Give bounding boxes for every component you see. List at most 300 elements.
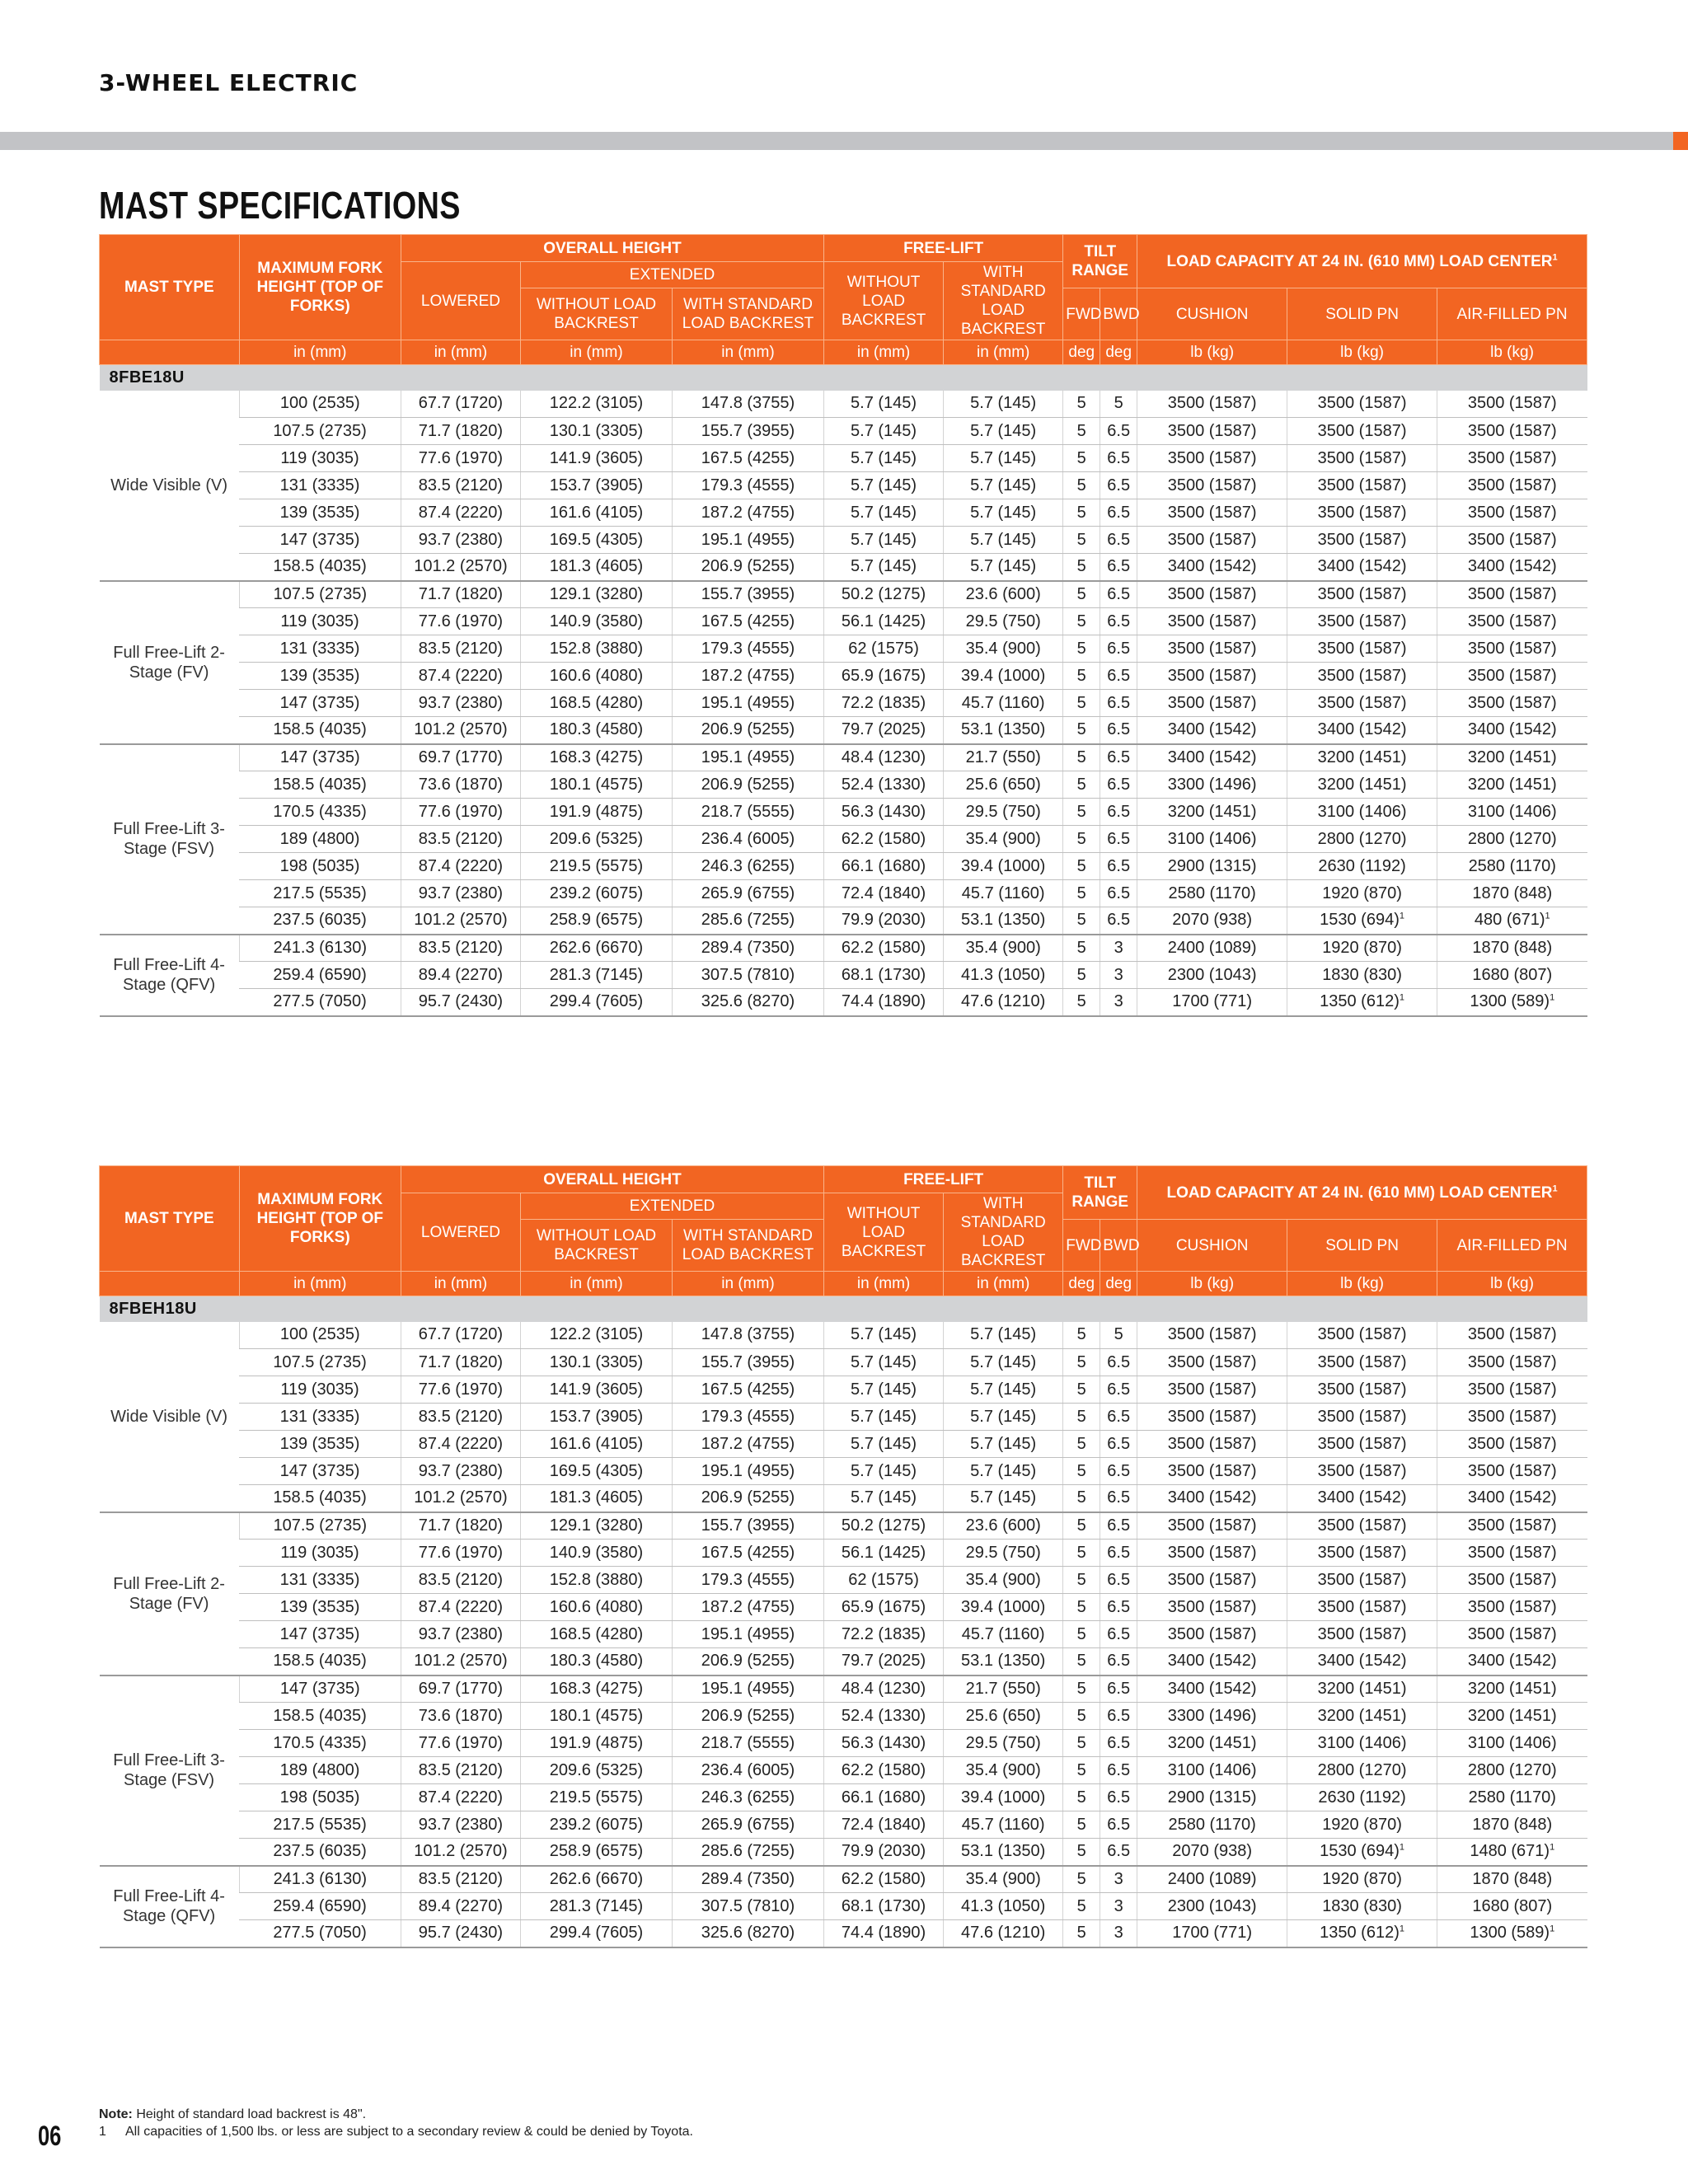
table-cell: 6.5 (1100, 771, 1137, 799)
table-cell: 5.7 (145) (944, 418, 1063, 445)
table-cell: 1870 (848) (1437, 880, 1587, 907)
table-cell: 3400 (1542) (1137, 1675, 1287, 1703)
table-cell: 3500 (1587) (1437, 690, 1587, 717)
table-cell: 147 (3735) (239, 527, 401, 554)
header-free-lift: FREE-LIFT (823, 1166, 1062, 1193)
table-cell: 87.4 (2220) (401, 499, 520, 527)
table-cell: 3400 (1542) (1287, 717, 1437, 744)
table-cell: 6.5 (1100, 1349, 1137, 1376)
mast-spec-table-8fbeh18u (99, 1165, 1587, 1948)
table-cell: 168.5 (4280) (521, 1621, 673, 1648)
mast-type-cell: Wide Visible (V) (100, 1322, 240, 1512)
header-unit: in (mm) (521, 340, 673, 365)
table-cell: 169.5 (4305) (521, 527, 673, 554)
header-unit: in (mm) (401, 340, 520, 365)
table-cell: 195.1 (4955) (672, 527, 823, 554)
table-cell: 3500 (1587) (1287, 499, 1437, 527)
table-cell: 77.6 (1970) (401, 799, 520, 826)
header-load-capacity-text: LOAD CAPACITY AT 24 IN. (610 MM) LOAD CENTER (1166, 252, 1553, 270)
header-cushion: CUSHION (1137, 288, 1287, 340)
table-cell: 265.9 (6755) (672, 880, 823, 907)
table-cell: 161.6 (4105) (521, 499, 673, 527)
table-cell: 5.7 (145) (944, 472, 1063, 499)
table-cell: 3500 (1587) (1287, 472, 1437, 499)
table-cell: 47.6 (1210) (944, 1920, 1063, 1947)
table-cell: 21.7 (550) (944, 744, 1063, 771)
table-cell: 39.4 (1000) (944, 1594, 1063, 1621)
table-cell: 3500 (1587) (1287, 663, 1437, 690)
header-units-row (100, 340, 1587, 365)
header-unit-blank (100, 1272, 240, 1296)
table-cell: 1870 (848) (1437, 935, 1587, 962)
table-cell: 3500 (1587) (1437, 608, 1587, 635)
table-cell: 5 (1063, 1703, 1100, 1730)
table-cell: 6.5 (1100, 717, 1137, 744)
footnote-1-number: 1 (99, 2125, 106, 2139)
table-cell: 5 (1063, 472, 1100, 499)
table-cell: 131 (3335) (239, 1567, 401, 1594)
table-cell: 189 (4800) (239, 826, 401, 853)
table-cell: 6.5 (1100, 581, 1137, 608)
table-cell: 3500 (1587) (1437, 581, 1587, 608)
table-row (100, 1621, 1587, 1648)
table-cell: 3400 (1542) (1437, 1648, 1587, 1675)
table-cell: 1700 (771) (1137, 1920, 1287, 1947)
footnote-ref: 1 (1550, 1924, 1555, 1934)
table-cell: 5 (1063, 1376, 1100, 1404)
table-cell: 167.5 (4255) (672, 1376, 823, 1404)
table-row (100, 1893, 1587, 1920)
table-cell: 206.9 (5255) (672, 1703, 823, 1730)
table-row (100, 1703, 1587, 1730)
table-cell: 50.2 (1275) (823, 1512, 943, 1540)
table-cell: 155.7 (3955) (672, 1512, 823, 1540)
table-cell: 6.5 (1100, 1485, 1137, 1512)
model-name: 8FBE18U (100, 365, 1587, 391)
table-cell: 67.7 (1720) (401, 1322, 520, 1349)
table-cell: 83.5 (2120) (401, 826, 520, 853)
table-cell: 5 (1063, 499, 1100, 527)
table-cell: 2580 (1170) (1437, 853, 1587, 880)
table-cell: 3500 (1587) (1437, 1349, 1587, 1376)
table-cell: 79.7 (2025) (823, 717, 943, 744)
footnote-ref: 1 (1545, 911, 1550, 921)
table-cell: 3100 (1406) (1137, 1757, 1287, 1784)
table-cell: 95.7 (2430) (401, 1920, 520, 1947)
table-cell: 6.5 (1100, 608, 1137, 635)
table-cell: 52.4 (1330) (823, 771, 943, 799)
table-row (100, 690, 1587, 717)
table-cell: 195.1 (4955) (672, 1621, 823, 1648)
mast-type-cell: Full Free-Lift 3-Stage (FSV) (100, 744, 240, 935)
header-unit: deg (1100, 340, 1137, 365)
table-cell: 236.4 (6005) (672, 1757, 823, 1784)
table-cell: 47.6 (1210) (944, 989, 1063, 1016)
header-unit: in (mm) (944, 1272, 1063, 1296)
header-mast-type: MAST TYPE (100, 235, 240, 340)
table-cell: 67.7 (1720) (401, 391, 520, 418)
table-cell: 3500 (1587) (1287, 391, 1437, 418)
table-cell: 1920 (870) (1287, 1811, 1437, 1839)
header-unit: in (mm) (521, 1272, 673, 1296)
table-cell: 160.6 (4080) (521, 1594, 673, 1621)
table-cell: 45.7 (1160) (944, 1621, 1063, 1648)
table-cell: 152.8 (3880) (521, 635, 673, 663)
table-cell: 1480 $(671)^1$ (1437, 1839, 1587, 1866)
table-cell: 147 (3735) (239, 1675, 401, 1703)
table-cell: 69.7 (1770) (401, 1675, 520, 1703)
table-cell: 35.4 (900) (944, 1866, 1063, 1893)
table-cell: 29.5 (750) (944, 799, 1063, 826)
table-cell: 5 (1063, 445, 1100, 472)
model-name: 8FBEH18U (100, 1296, 1587, 1322)
table-cell: 5.7 (145) (823, 527, 943, 554)
table-cell: 3500 (1587) (1437, 1431, 1587, 1458)
table-cell: 5 (1063, 635, 1100, 663)
table-cell: 5 (1063, 1349, 1100, 1376)
table-cell: 39.4 (1000) (944, 663, 1063, 690)
header-bwd: BWD (1100, 1220, 1137, 1272)
table-cell: 160.6 (4080) (521, 663, 673, 690)
table-cell: 65.9 (1675) (823, 663, 943, 690)
table-cell: 158.5 (4035) (239, 1703, 401, 1730)
table-cell: 3500 (1587) (1137, 445, 1287, 472)
table-cell: 3400 (1542) (1437, 554, 1587, 581)
table-cell: 83.5 (2120) (401, 635, 520, 663)
table-cell: 2630 (1192) (1287, 1784, 1437, 1811)
table-row (100, 418, 1587, 445)
table-cell: 5 (1100, 1322, 1137, 1349)
table-cell: 1920 (870) (1287, 1866, 1437, 1893)
table-cell: 2800 (1270) (1437, 1757, 1587, 1784)
table-cell: 169.5 (4305) (521, 1458, 673, 1485)
table-cell: 5.7 (145) (944, 554, 1063, 581)
table-row (100, 826, 1587, 853)
table-cell: 5.7 (145) (823, 418, 943, 445)
table-row (100, 1512, 1587, 1540)
table-cell: 3100 (1406) (1437, 1730, 1587, 1757)
table-cell: 5 (1063, 1485, 1100, 1512)
header-unit: in (mm) (239, 1272, 401, 1296)
table-cell: 66.1 (1680) (823, 1784, 943, 1811)
table-cell: 5 (1063, 1512, 1100, 1540)
table-cell: 3500 (1587) (1437, 1458, 1587, 1485)
table-cell: 206.9 (5255) (672, 554, 823, 581)
table-cell: 3300 (1496) (1137, 1703, 1287, 1730)
table-cell: 6.5 (1100, 826, 1137, 853)
table-cell: 3500 (1587) (1437, 1512, 1587, 1540)
table-cell: 5.7 (145) (944, 1404, 1063, 1431)
mast-type-cell: Full Free-Lift 4-Stage (QFV) (100, 935, 240, 1016)
header-load-capacity-footnote-ref: 1 (1552, 1183, 1558, 1194)
table-cell: 2800 (1270) (1287, 826, 1437, 853)
footnote-ref: 1 (1399, 1924, 1404, 1934)
header-fl-with-backrest: WITH STANDARD LOAD BACKREST (944, 1193, 1063, 1272)
table-cell: 141.9 (3605) (521, 1376, 673, 1404)
table-cell: 3100 (1406) (1437, 799, 1587, 826)
table-cell: 1300 $(589)^1$ (1437, 989, 1587, 1016)
table-cell: 23.6 (600) (944, 1512, 1063, 1540)
table-cell: 87.4 (2220) (401, 663, 520, 690)
table-cell: 3200 (1451) (1437, 1675, 1587, 1703)
table-cell: 246.3 (6255) (672, 1784, 823, 1811)
table-cell: 241.3 (6130) (239, 935, 401, 962)
table-cell: 325.6 (8270) (672, 1920, 823, 1947)
table-cell: 2580 (1170) (1437, 1784, 1587, 1811)
table-cell: 325.6 (8270) (672, 989, 823, 1016)
model-row (100, 365, 1587, 391)
table-cell: 2800 (1270) (1287, 1757, 1437, 1784)
table-cell: 5 (1063, 391, 1100, 418)
header-mast-type: MAST TYPE (100, 1166, 240, 1272)
table-cell: 3500 (1587) (1137, 1404, 1287, 1431)
table-cell: 52.4 (1330) (823, 1703, 943, 1730)
table-cell: 147.8 (3755) (672, 1322, 823, 1349)
header-load-capacity-text: LOAD CAPACITY AT 24 IN. (610 MM) LOAD CENTER (1166, 1183, 1553, 1202)
table-cell: 2580 (1170) (1137, 1811, 1287, 1839)
table-cell: 93.7 (2380) (401, 527, 520, 554)
table-cell: 3500 (1587) (1137, 418, 1287, 445)
table-cell: 6.5 (1100, 1811, 1137, 1839)
table-cell: 139 (3535) (239, 1594, 401, 1621)
table-cell: 262.6 (6670) (521, 1866, 673, 1893)
table-cell: 195.1 (4955) (672, 1675, 823, 1703)
mast-type-cell: Full Free-Lift 2-Stage (FV) (100, 1512, 240, 1675)
table-cell: 79.9 (2030) (823, 1839, 943, 1866)
table-cell: 131 (3335) (239, 635, 401, 663)
table-cell: 5 (1063, 1784, 1100, 1811)
table-cell: 285.6 (7255) (672, 907, 823, 935)
table-cell: 5 (1063, 771, 1100, 799)
table-cell: 6.5 (1100, 690, 1137, 717)
table-cell: 5 (1063, 1648, 1100, 1675)
header-unit: deg (1063, 340, 1100, 365)
table-cell: 3500 (1587) (1137, 1594, 1287, 1621)
table-cell: 3500 (1587) (1287, 635, 1437, 663)
table-cell: 2300 (1043) (1137, 962, 1287, 989)
table-cell: 6.5 (1100, 472, 1137, 499)
table-cell: 48.4 (1230) (823, 1675, 943, 1703)
table-cell: 6.5 (1100, 1703, 1137, 1730)
table-row (100, 527, 1587, 554)
table-cell: 187.2 (4755) (672, 499, 823, 527)
table-cell: 6.5 (1100, 1730, 1137, 1757)
table-cell: 6.5 (1100, 1757, 1137, 1784)
table-cell: 101.2 (2570) (401, 554, 520, 581)
table-cell: 155.7 (3955) (672, 1349, 823, 1376)
table-cell: 1530 $(694)^1$ (1287, 1839, 1437, 1866)
table-cell: 195.1 (4955) (672, 1458, 823, 1485)
table-row (100, 1920, 1587, 1947)
table-cell: 6.5 (1100, 445, 1137, 472)
table-cell: 5.7 (145) (823, 554, 943, 581)
table-cell: 5 (1063, 744, 1100, 771)
footnote-ref: 1 (1550, 1842, 1555, 1853)
table-cell: 3300 (1496) (1137, 771, 1287, 799)
header-unit: deg (1100, 1272, 1137, 1296)
table-cell: 3500 (1587) (1137, 1458, 1287, 1485)
table-cell: 65.9 (1675) (823, 1594, 943, 1621)
table-cell: 25.6 (650) (944, 771, 1063, 799)
table-cell: 3500 (1587) (1137, 499, 1287, 527)
table-cell: 5 (1063, 826, 1100, 853)
table-cell: 3500 (1587) (1437, 445, 1587, 472)
table-cell: 3500 (1587) (1137, 1512, 1287, 1540)
table-cell: 68.1 (1730) (823, 1893, 943, 1920)
header-with-backrest: WITH STANDARD LOAD BACKREST (672, 1220, 823, 1272)
table-cell: 289.4 (7350) (672, 935, 823, 962)
table-cell: 93.7 (2380) (401, 880, 520, 907)
table-cell: 198 (5035) (239, 1784, 401, 1811)
table-cell: 3200 (1451) (1437, 1703, 1587, 1730)
footnote-1 (99, 2123, 693, 2140)
table-cell: 62 (1575) (823, 635, 943, 663)
table-cell: 3500 (1587) (1437, 391, 1587, 418)
table-cell: 5.7 (145) (823, 1376, 943, 1404)
table-cell: 3500 (1587) (1287, 1322, 1437, 1349)
table-cell: 5 (1063, 1866, 1100, 1893)
table-cell: 168.3 (4275) (521, 1675, 673, 1703)
table-cell: 5.7 (145) (944, 391, 1063, 418)
table-cell: 79.7 (2025) (823, 1648, 943, 1675)
header-tilt-range: TILT RANGE (1063, 235, 1137, 288)
table-cell: 6.5 (1100, 853, 1137, 880)
table-cell: 56.3 (1430) (823, 1730, 943, 1757)
table-cell: 3500 (1587) (1287, 1404, 1437, 1431)
table-cell: 29.5 (750) (944, 1540, 1063, 1567)
table-cell: 158.5 (4035) (239, 1648, 401, 1675)
table-cell: 77.6 (1970) (401, 1540, 520, 1567)
table-cell: 5.7 (145) (944, 445, 1063, 472)
table-cell: 3500 (1587) (1137, 1540, 1287, 1567)
table-cell: 6.5 (1100, 799, 1137, 826)
footnote-1-text: All capacities of 1,500 lbs. or less are subject to a secondary review & could be denied by Toyota. (125, 2125, 693, 2139)
table-cell: 152.8 (3880) (521, 1567, 673, 1594)
table-cell: 206.9 (5255) (672, 1648, 823, 1675)
table-cell: 3 (1100, 1893, 1137, 1920)
table-cell: 6.5 (1100, 1540, 1137, 1567)
table-row (100, 1730, 1587, 1757)
header-extended: EXTENDED (521, 1193, 824, 1220)
table-cell: 3 (1100, 989, 1137, 1016)
table-cell: 93.7 (2380) (401, 690, 520, 717)
table-cell: 5 (1063, 1594, 1100, 1621)
table-cell: 3500 (1587) (1437, 499, 1587, 527)
table-cell: 5 (1063, 554, 1100, 581)
table-cell: 3500 (1587) (1137, 1349, 1287, 1376)
table-cell: 5.7 (145) (944, 1485, 1063, 1512)
table-cell: 3 (1100, 1920, 1137, 1947)
table-cell: 1530 $(694)^1$ (1287, 907, 1437, 935)
table-cell: 87.4 (2220) (401, 1784, 520, 1811)
table-cell: 89.4 (2270) (401, 962, 520, 989)
table-cell: 62.2 (1580) (823, 1757, 943, 1784)
table-cell: 56.3 (1430) (823, 799, 943, 826)
table-cell: 50.2 (1275) (823, 581, 943, 608)
table-cell: 2800 (1270) (1437, 826, 1587, 853)
table-cell: 3500 (1587) (1437, 1621, 1587, 1648)
table-cell: 187.2 (4755) (672, 663, 823, 690)
header-without-backrest: WITHOUT LOAD BACKREST (521, 1220, 673, 1272)
header-unit: lb (kg) (1437, 340, 1587, 365)
table-cell: 179.3 (4555) (672, 472, 823, 499)
table-cell: 281.3 (7145) (521, 962, 673, 989)
table-cell: 73.6 (1870) (401, 771, 520, 799)
table-cell: 2900 (1315) (1137, 1784, 1287, 1811)
table-row (100, 962, 1587, 989)
table-cell: 2580 (1170) (1137, 880, 1287, 907)
table-row (100, 391, 1587, 418)
table-cell: 89.4 (2270) (401, 1893, 520, 1920)
table-cell: 69.7 (1770) (401, 744, 520, 771)
table-cell: 119 (3035) (239, 608, 401, 635)
header-row (100, 1166, 1587, 1193)
table-cell: 3500 (1587) (1137, 391, 1287, 418)
table-cell: 277.5 (7050) (239, 1920, 401, 1947)
header-unit: lb (kg) (1137, 340, 1287, 365)
header-unit: in (mm) (672, 340, 823, 365)
table-cell: 3200 (1451) (1287, 1703, 1437, 1730)
table-row (100, 1839, 1587, 1866)
table-cell: 3200 (1451) (1437, 744, 1587, 771)
header-unit: in (mm) (823, 1272, 943, 1296)
table-cell: 3200 (1451) (1287, 1675, 1437, 1703)
table-cell: 180.3 (4580) (521, 717, 673, 744)
table-cell: 180.1 (4575) (521, 1703, 673, 1730)
table-cell: 6.5 (1100, 1621, 1137, 1648)
table-cell: 3500 (1587) (1137, 663, 1287, 690)
table-cell: 101.2 (2570) (401, 1485, 520, 1512)
table-cell: 299.4 (7605) (521, 1920, 673, 1947)
table-cell: 307.5 (7810) (672, 1893, 823, 1920)
table-cell: 209.6 (5325) (521, 826, 673, 853)
table-cell: 206.9 (5255) (672, 717, 823, 744)
table-cell: 3500 (1587) (1137, 1376, 1287, 1404)
table-cell: 265.9 (6755) (672, 1811, 823, 1839)
table-cell: 130.1 (3305) (521, 1349, 673, 1376)
table-cell: 6.5 (1100, 1458, 1137, 1485)
table-cell: 21.7 (550) (944, 1675, 1063, 1703)
table-cell: 180.3 (4580) (521, 1648, 673, 1675)
table-cell: 3400 (1542) (1137, 1648, 1287, 1675)
table-cell: 107.5 (2735) (239, 1349, 401, 1376)
table-cell: 71.7 (1820) (401, 1349, 520, 1376)
mast-type-cell: Full Free-Lift 3-Stage (FSV) (100, 1675, 240, 1866)
header-unit: in (mm) (944, 340, 1063, 365)
table-row (100, 1431, 1587, 1458)
table-cell: 3500 (1587) (1437, 635, 1587, 663)
footnote-ref: 1 (1399, 1842, 1404, 1853)
table-row (100, 1567, 1587, 1594)
table-cell: 5 (1063, 1322, 1100, 1349)
table-cell: 3500 (1587) (1287, 418, 1437, 445)
table-cell: 53.1 (1350) (944, 907, 1063, 935)
header-bwd: BWD (1100, 288, 1137, 340)
table-cell: 1830 (830) (1287, 1893, 1437, 1920)
table-cell: 72.4 (1840) (823, 1811, 943, 1839)
table-cell: 5 (1100, 391, 1137, 418)
table-cell: 25.6 (650) (944, 1703, 1063, 1730)
table-cell: 3500 (1587) (1287, 445, 1437, 472)
table-cell: 3400 (1542) (1137, 717, 1287, 744)
table-cell: 87.4 (2220) (401, 853, 520, 880)
header-cushion: CUSHION (1137, 1220, 1287, 1272)
table-cell: 83.5 (2120) (401, 1567, 520, 1594)
table-cell: 62.2 (1580) (823, 1866, 943, 1893)
table-cell: 1830 (830) (1287, 962, 1437, 989)
table-cell: 3200 (1451) (1437, 771, 1587, 799)
table-cell: 5 (1063, 1540, 1100, 1567)
